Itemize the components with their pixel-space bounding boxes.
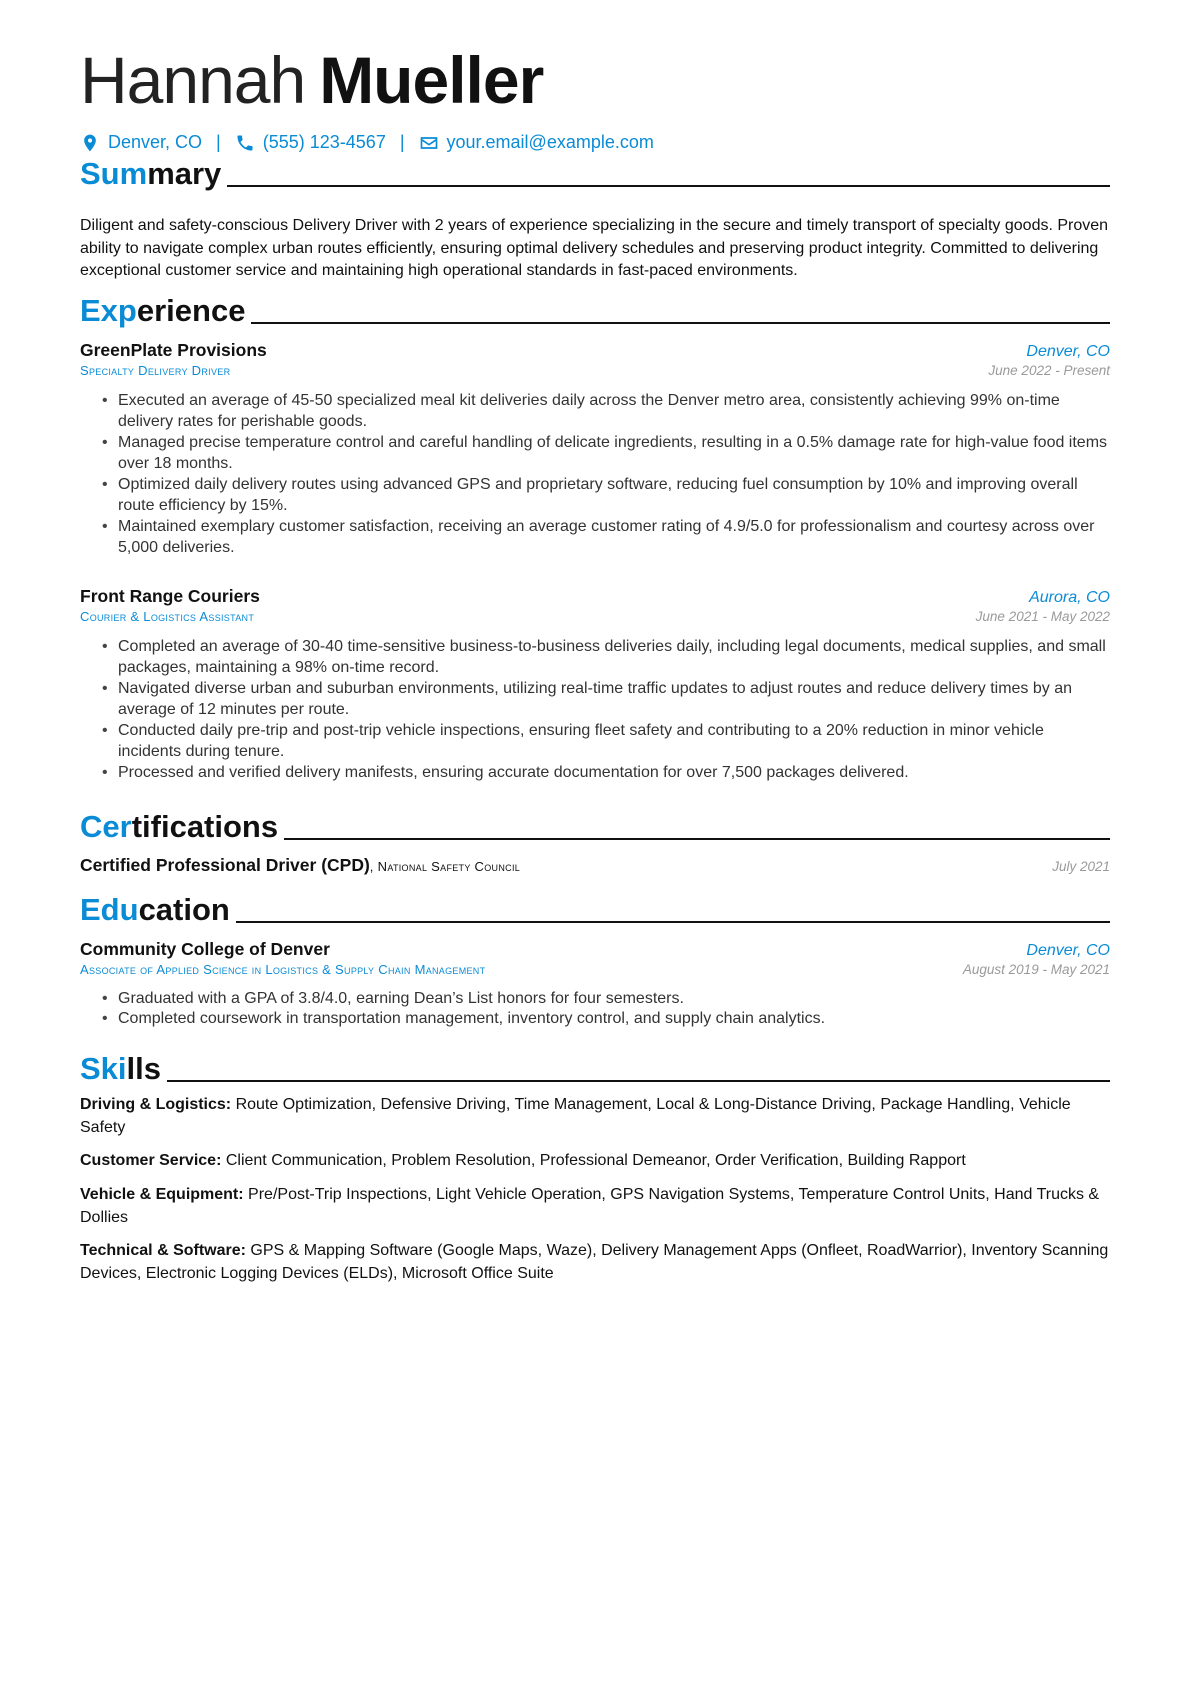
company-name: Front Range Couriers [80, 586, 260, 606]
section-title: Summary [80, 156, 222, 191]
email-link: your.email@example.com [446, 132, 654, 152]
contact-separator: | [216, 132, 221, 152]
section-rule [227, 185, 1110, 187]
list-item: • Navigated diverse urban and suburban environments, utilizing real-time traffic updates to adjust routes and reduce delivery times by an average of 12 minutes per route. [80, 678, 1110, 720]
entry-dates: June 2022 - Present [988, 363, 1110, 378]
skill-row [80, 1150, 1110, 1173]
phone-icon [235, 133, 255, 153]
location-text: Denver, CO [108, 132, 203, 152]
entry-location: Denver, CO [1026, 942, 1110, 959]
education-entry [80, 939, 1110, 1029]
summary-paragraph: Diligent and safety-conscious Delivery Driver with 2 years of experience specializing in the secure and timely transport of specialty goods. Proven ability to navigate complex urban routes efficiently, ensuring optimal delivery schedules and preserving product integrity. Committed to delivering exceptional customer service and maintaining high operational standards in fast-paced environments. [80, 217, 1109, 279]
entry-location: Denver, CO [1026, 343, 1110, 360]
section-certifications-header [80, 806, 1110, 846]
list-item: • Processed and verified delivery manifests, ensuring accurate documentation for over 7,500 packages delivered. [80, 762, 1110, 783]
skill-row [80, 1094, 1110, 1139]
school-name: Community College of Denver [80, 939, 330, 959]
first-name: Hannah [80, 43, 306, 117]
list-item: • Completed an average of 30-40 time-sensitive business-to-business deliveries daily, including legal documents, medical supplies, and small packages, maintaining a 98% on-time record. [80, 636, 1110, 678]
section-education-header [80, 889, 1110, 929]
bullet-list [80, 989, 1110, 1029]
section-summary-header [80, 153, 1110, 193]
contact-separator: | [399, 132, 405, 152]
phone-text: (555) 123-4567 [262, 132, 386, 152]
contact-phone[interactable] [235, 132, 386, 153]
list-item: • Conducted daily pre-trip and post-trip vehicle inspections, ensuring fleet safety and contributing to a 20% reduction in minor vehicle incidents during tenure. [80, 720, 1110, 762]
map-marker-icon [80, 133, 100, 153]
degree-title: Associate of Applied Science in Logistics & Supply Chain Management [80, 962, 486, 977]
skill-text: Pre/Post-Trip Inspections, Light Vehicle Operation, GPS Navigation Systems, Temperature Control Units, Hand Trucks & Dollies [80, 1186, 1100, 1226]
section-title: Experience [80, 293, 246, 328]
job-title: Specialty Delivery Driver [80, 363, 231, 378]
section-skills-header [80, 1048, 1110, 1088]
skill-row [80, 1240, 1110, 1285]
contact-location [80, 132, 202, 153]
skill-row [80, 1184, 1110, 1229]
section-title: Certifications [80, 809, 279, 844]
section-rule [284, 838, 1110, 840]
list-item: • Maintained exemplary customer satisfaction, receiving an average customer rating of 4.9/5.0 for professionalism and courtesy across over 5,000 deliveries. [80, 516, 1110, 558]
list-item: • Completed coursework in transportation management, inventory control, and supply chain analytics. [80, 1009, 1110, 1029]
list-item: • Optimized daily delivery routes using advanced GPS and proprietary software, reducing fuel consumption by 10% and improving overall route efficiency by 15%. [80, 474, 1110, 516]
envelope-icon [419, 133, 439, 153]
entry-dates: July 2021 [1052, 859, 1110, 874]
skill-text: Route Optimization, Defensive Driving, Time Management, Local & Long-Distance Driving, Package Handling, Vehicle Safety [80, 1096, 1071, 1136]
section-experience-header [80, 290, 1110, 330]
bullet-list [80, 390, 1110, 558]
company-name: GreenPlate Provisions [80, 340, 267, 360]
skill-label: Customer Service: [80, 1152, 222, 1169]
list-item: • Executed an average of 45-50 specialized meal kit deliveries daily across the Denver metro area, consistently achieving 99% on-time delivery rates for perishable goods. [80, 390, 1110, 432]
skill-label: Technical & Software: [80, 1242, 246, 1259]
list-item: • Managed precise temperature control and careful handling of delicate ingredients, resulting in a 0.5% damage rate for high-value food items over 18 months. [80, 432, 1110, 474]
entry-location: Aurora, CO [1029, 589, 1110, 606]
section-title: Education [80, 892, 230, 927]
section-rule [251, 322, 1110, 324]
certification-title: Certified Professional Driver (CPD) [80, 855, 370, 875]
entry-dates: August 2019 - May 2021 [962, 962, 1110, 977]
last-name: Mueller [319, 43, 544, 117]
skill-label: Driving & Logistics: [80, 1096, 232, 1113]
section-rule [167, 1080, 1110, 1082]
experience-entry [80, 340, 1110, 558]
certification-issuer: National Safety Council [377, 859, 521, 874]
experience-entry [80, 586, 1110, 783]
contact-email[interactable] [419, 132, 654, 153]
candidate-name [80, 40, 543, 120]
skill-text: GPS & Mapping Software (Google Maps, Waze), Delivery Management Apps (Onfleet, RoadWarrior), Inventory Scanning Devices, Electronic Logging Devices (ELDs), Microsoft Office Suite [80, 1242, 1109, 1282]
list-item: • Graduated with a GPA of 3.8/4.0, earning Dean’s List honors for four semesters. [80, 989, 1110, 1009]
section-title: Skills [80, 1051, 161, 1086]
job-title: Courier & Logistics Assistant [80, 609, 255, 624]
skill-text: Client Communication, Problem Resolution, Professional Demeanor, Order Verification, Building Rapport [225, 1152, 966, 1169]
bullet-list [80, 636, 1110, 783]
entry-dates: June 2021 - May 2022 [975, 609, 1110, 624]
contact-bar [80, 132, 654, 153]
skill-label: Vehicle & Equipment: [80, 1186, 244, 1203]
certification-entry: Certified Professional Driver (CPD), National Safety Council July 2021 [80, 855, 1110, 875]
section-rule [236, 921, 1110, 923]
